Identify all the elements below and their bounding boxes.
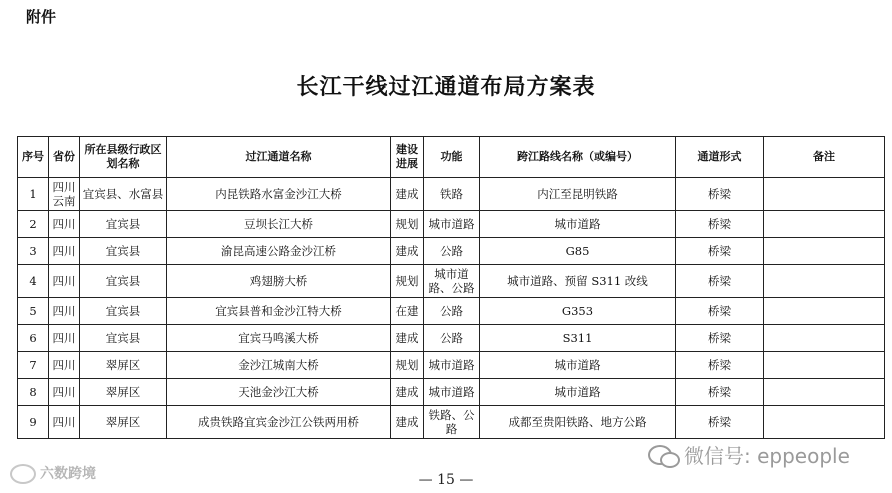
cell-note xyxy=(764,352,885,379)
crossing-plan-table xyxy=(17,136,885,439)
cell-note xyxy=(764,406,885,439)
header-form: 通道形式 xyxy=(676,137,764,178)
cell-function: 城市道路、公路 xyxy=(424,265,480,298)
cell-county: 宜宾县 xyxy=(80,265,167,298)
table-row xyxy=(18,238,885,265)
table-row xyxy=(18,325,885,352)
header-status: 建设进展 xyxy=(391,137,424,178)
wechat-watermark-text: 微信号: eppeople xyxy=(684,444,850,468)
cell-form: 桥梁 xyxy=(676,265,764,298)
cell-note xyxy=(764,238,885,265)
cell-function: 公路 xyxy=(424,238,480,265)
cell-province: 四川 xyxy=(49,325,80,352)
header-crossing-name: 过江通道名称 xyxy=(167,137,391,178)
cell-county: 宜宾县 xyxy=(80,325,167,352)
cell-function: 城市道路 xyxy=(424,211,480,238)
cell-route: G353 xyxy=(480,298,676,325)
cell-route: 成都至贵阳铁路、地方公路 xyxy=(480,406,676,439)
table-row xyxy=(18,379,885,406)
cell-form: 桥梁 xyxy=(676,178,764,211)
cell-index: 5 xyxy=(18,298,49,325)
cell-route: 城市道路 xyxy=(480,352,676,379)
cell-crossing-name: 宜宾县普和金沙江特大桥 xyxy=(167,298,391,325)
document-title: 长江干线过江通道布局方案表 xyxy=(296,74,596,100)
cell-county: 宜宾县 xyxy=(80,298,167,325)
cell-route: 城市道路、预留 S311 改线 xyxy=(480,265,676,298)
table-row xyxy=(18,406,885,439)
cell-county: 宜宾县、水富县 xyxy=(80,178,167,211)
cell-form: 桥梁 xyxy=(676,406,764,439)
page-number: — 15 — xyxy=(418,472,474,488)
table-row xyxy=(18,298,885,325)
table-row xyxy=(18,265,885,298)
cell-function: 城市道路 xyxy=(424,379,480,406)
cell-province: 四川 xyxy=(49,238,80,265)
header-county: 所在县级行政区划名称 xyxy=(80,137,167,178)
cell-status: 建成 xyxy=(391,406,424,439)
table-header-row xyxy=(18,137,885,178)
cell-crossing-name: 渝昆高速公路金沙江桥 xyxy=(167,238,391,265)
cell-note xyxy=(764,379,885,406)
cell-status: 建成 xyxy=(391,379,424,406)
cell-route: 城市道路 xyxy=(480,379,676,406)
cell-function: 公路 xyxy=(424,298,480,325)
cell-status: 规划 xyxy=(391,265,424,298)
cell-note xyxy=(764,211,885,238)
cell-county: 翠屏区 xyxy=(80,352,167,379)
table-row xyxy=(18,178,885,211)
cell-province: 四川 xyxy=(49,379,80,406)
cell-index: 7 xyxy=(18,352,49,379)
cell-index: 2 xyxy=(18,211,49,238)
cell-form: 桥梁 xyxy=(676,298,764,325)
cell-status: 建成 xyxy=(391,238,424,265)
cell-index: 4 xyxy=(18,265,49,298)
cell-county: 宜宾县 xyxy=(80,211,167,238)
cell-route: G85 xyxy=(480,238,676,265)
cell-index: 8 xyxy=(18,379,49,406)
wechat-icon xyxy=(648,443,678,467)
cell-route: S311 xyxy=(480,325,676,352)
cell-note xyxy=(764,325,885,352)
cell-function: 铁路 xyxy=(424,178,480,211)
cell-status: 建成 xyxy=(391,178,424,211)
cell-note xyxy=(764,265,885,298)
header-index: 序号 xyxy=(18,137,49,178)
cell-crossing-name: 豆坝长江大桥 xyxy=(167,211,391,238)
cell-status: 规划 xyxy=(391,352,424,379)
cell-form: 桥梁 xyxy=(676,238,764,265)
cell-index: 3 xyxy=(18,238,49,265)
cell-crossing-name: 金沙江城南大桥 xyxy=(167,352,391,379)
cell-crossing-name: 内昆铁路水富金沙江大桥 xyxy=(167,178,391,211)
cell-crossing-name: 宜宾马鸣溪大桥 xyxy=(167,325,391,352)
header-province: 省份 xyxy=(49,137,80,178)
cell-crossing-name: 成贵铁路宜宾金沙江公铁两用桥 xyxy=(167,406,391,439)
cell-function: 城市道路 xyxy=(424,352,480,379)
cell-index: 9 xyxy=(18,406,49,439)
cell-province: 四川云南 xyxy=(49,178,80,211)
attachment-label: 附件 xyxy=(26,8,57,26)
cell-form: 桥梁 xyxy=(676,379,764,406)
cell-county: 宜宾县 xyxy=(80,238,167,265)
cell-form: 桥梁 xyxy=(676,325,764,352)
cell-province: 四川 xyxy=(49,352,80,379)
cell-index: 1 xyxy=(18,178,49,211)
cell-province: 四川 xyxy=(49,298,80,325)
cell-status: 规划 xyxy=(391,211,424,238)
cell-form: 桥梁 xyxy=(676,211,764,238)
header-function: 功能 xyxy=(424,137,480,178)
cell-status: 在建 xyxy=(391,298,424,325)
table-row xyxy=(18,352,885,379)
table-row xyxy=(18,211,885,238)
cell-function: 铁路、公路 xyxy=(424,406,480,439)
cell-function: 公路 xyxy=(424,325,480,352)
cell-status: 建成 xyxy=(391,325,424,352)
cell-province: 四川 xyxy=(49,265,80,298)
cell-index: 6 xyxy=(18,325,49,352)
cell-county: 翠屏区 xyxy=(80,406,167,439)
cell-crossing-name: 鸡翅膀大桥 xyxy=(167,265,391,298)
cell-province: 四川 xyxy=(49,211,80,238)
cell-crossing-name: 天池金沙江大桥 xyxy=(167,379,391,406)
cell-route: 内江至昆明铁路 xyxy=(480,178,676,211)
cell-county: 翠屏区 xyxy=(80,379,167,406)
wechat-watermark xyxy=(648,440,850,469)
cell-note xyxy=(764,178,885,211)
cell-note xyxy=(764,298,885,325)
cell-form: 桥梁 xyxy=(676,352,764,379)
brand-watermark-text: 六数跨境 xyxy=(40,466,96,482)
cell-province: 四川 xyxy=(49,406,80,439)
header-note: 备注 xyxy=(764,137,885,178)
cell-route: 城市道路 xyxy=(480,211,676,238)
header-route: 跨江路线名称（或编号） xyxy=(480,137,676,178)
